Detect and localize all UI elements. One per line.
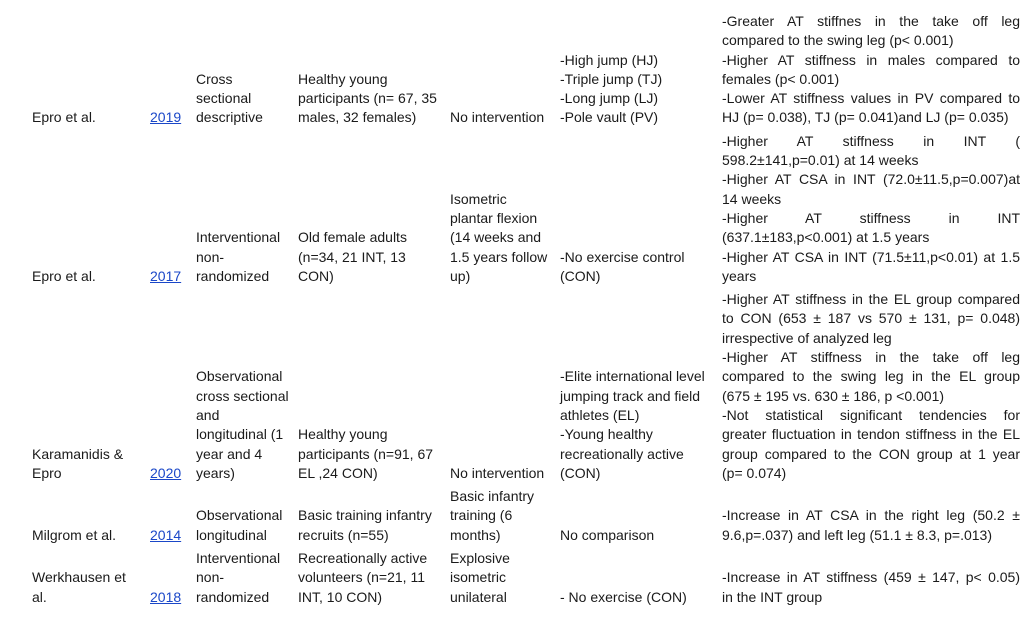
results-line: (p= 0.074)	[722, 464, 787, 481]
intervention-line: isometric	[450, 569, 507, 586]
design-line: Interventional	[196, 550, 281, 567]
results-line: -Not statistical significant tendencies for	[722, 406, 1020, 423]
results-line: -Increase in AT stiffness (459 ± 147, p< 0.05)	[722, 569, 1020, 586]
results-cell	[720, 487, 1022, 549]
intervention-cell	[448, 132, 558, 290]
author-cell	[30, 12, 148, 132]
design-line: sectional	[196, 90, 252, 107]
results-cell	[720, 290, 1022, 487]
design-line: Observational	[196, 507, 283, 524]
author-cell	[30, 132, 148, 290]
results-cell	[720, 132, 1022, 290]
results-line: in the INT group	[722, 588, 823, 605]
comparison-line: jumping track and field	[560, 387, 701, 404]
table-row	[30, 549, 1022, 611]
intervention-line: No intervention	[450, 109, 545, 126]
results-line: -Higher AT stiffness in INT	[722, 209, 1020, 226]
comparison-line: athletes (EL)	[560, 406, 640, 423]
design-line: randomized	[196, 588, 270, 605]
intervention-cell	[448, 12, 558, 132]
author-line: al.	[32, 588, 47, 605]
author-line: Karamanidis &	[32, 445, 124, 462]
results-line: HJ (p= 0.038), TJ (p= 0.041)and LJ (p= 0.035)	[722, 109, 1009, 126]
design-line: longitudinal	[196, 526, 267, 543]
results-line: -Higher AT stiffness in males compared to	[722, 51, 1020, 68]
design-line: non-	[196, 569, 225, 586]
results-line: compared to the swing leg (p< 0.001)	[722, 32, 954, 49]
participants-line: Old female adults	[298, 229, 407, 246]
comparison-line: -Elite international level	[560, 368, 705, 385]
participants-line: Healthy young	[298, 426, 388, 443]
participants-line: recruits (n=55)	[298, 526, 389, 543]
table-row	[30, 12, 1022, 132]
participants-line: CON)	[298, 267, 334, 284]
comparison-line: -Pole vault (PV)	[560, 109, 659, 126]
results-line: -Lower AT stiffness values in PV compared to	[722, 90, 1020, 107]
results-line: females (p< 0.001)	[722, 70, 840, 87]
participants-line: participants (n=91, 67	[298, 445, 434, 462]
design-line: non-	[196, 248, 225, 265]
participants-line: Healthy young	[298, 70, 388, 87]
intervention-line: up)	[450, 267, 471, 284]
comparison-line: -Triple jump (TJ)	[560, 70, 663, 87]
year-link[interactable]: 2018	[150, 588, 182, 605]
author-line: Epro et al.	[32, 267, 96, 284]
intervention-line: 1.5 years follow	[450, 248, 548, 265]
results-line: 9.6,p=.037) and left leg (51.1 ± 8.3, p=.013)	[722, 526, 992, 543]
intervention-line: Basic infantry	[450, 488, 535, 505]
design-cell	[194, 549, 296, 611]
design-line: longitudinal (1	[196, 426, 284, 443]
results-line: -Higher AT stiffness in the take off leg	[722, 349, 1020, 366]
results-line: -Greater AT stiffnes in the take off leg	[722, 13, 1020, 29]
design-line: Observational	[196, 368, 283, 385]
comparison-line: -No exercise control	[560, 248, 685, 265]
participants-cell	[296, 290, 448, 487]
year-link[interactable]: 2014	[150, 526, 182, 543]
comparison-line: -Long jump (LJ)	[560, 90, 659, 107]
participants-cell	[296, 487, 448, 549]
design-cell	[194, 487, 296, 549]
participants-cell	[296, 12, 448, 132]
comparison-cell	[558, 487, 720, 549]
author-line: Epro	[32, 464, 62, 481]
results-line: greater fluctuation in tendon stiffness in the EL	[722, 426, 1020, 443]
results-cell	[720, 549, 1022, 611]
results-line: -Increase in AT CSA in the right leg (50.2 ±	[722, 507, 1020, 524]
year-link[interactable]: 2017	[150, 267, 182, 284]
results-line: group compared to the CON group at 1 year	[722, 445, 1020, 462]
intervention-line: Explosive	[450, 550, 510, 567]
author-line: Epro et al.	[32, 109, 96, 126]
author-line: Milgrom et al.	[32, 526, 117, 543]
participants-line: INT, 10 CON)	[298, 588, 383, 605]
author-cell	[30, 290, 148, 487]
comparison-line: recreationally active	[560, 445, 684, 462]
year-cell	[148, 12, 194, 132]
intervention-cell	[448, 549, 558, 611]
comparison-line: -High jump (HJ)	[560, 51, 659, 68]
participants-cell	[296, 132, 448, 290]
comparison-line: No comparison	[560, 526, 655, 543]
year-cell	[148, 549, 194, 611]
results-line: years	[722, 267, 757, 284]
results-line: (637.1±183,p<0.001) at 1.5 years	[722, 229, 930, 246]
year-cell	[148, 290, 194, 487]
table-row	[30, 487, 1022, 549]
author-cell	[30, 487, 148, 549]
intervention-line: No intervention	[450, 464, 545, 481]
participants-line: males, 32 females)	[298, 109, 417, 126]
comparison-cell	[558, 549, 720, 611]
comparison-cell	[558, 290, 720, 487]
participants-line: EL ,24 CON)	[298, 464, 378, 481]
intervention-line: months)	[450, 526, 501, 543]
results-line: -Higher AT stiffness in INT (	[722, 132, 1020, 149]
participants-line: Basic training infantry	[298, 507, 432, 524]
participants-line: (n=34, 21 INT, 13	[298, 248, 406, 265]
design-cell	[194, 132, 296, 290]
year-cell	[148, 132, 194, 290]
design-line: years)	[196, 464, 235, 481]
comparison-line: - No exercise (CON)	[560, 588, 687, 605]
results-line: compared to the swing leg in the EL group	[722, 368, 1020, 385]
comparison-line: -Young healthy	[560, 426, 653, 443]
design-line: cross sectional	[196, 387, 289, 404]
table-row	[30, 290, 1022, 487]
design-line: randomized	[196, 267, 270, 284]
results-line: (675 ± 195 vs. 630 ± 186, p <0.001)	[722, 387, 945, 404]
results-cell	[720, 12, 1022, 132]
results-line: irrespective of analyzed leg	[722, 329, 892, 346]
comparison-line: (CON)	[560, 464, 601, 481]
results-line: -Higher AT CSA in INT (72.0±11.5,p=0.007)at	[722, 171, 1020, 188]
results-line: 14 weeks	[722, 190, 782, 207]
intervention-cell	[448, 487, 558, 549]
participants-line: participants (n= 67, 35	[298, 90, 437, 107]
participants-line: volunteers (n=21, 11	[298, 569, 425, 586]
design-line: Cross	[196, 70, 233, 87]
results-line: to CON (653 ± 187 vs 570 ± 131, p= 0.048)	[722, 310, 1020, 327]
author-cell	[30, 549, 148, 611]
intervention-line: plantar flexion	[450, 209, 538, 226]
participants-cell	[296, 549, 448, 611]
design-cell	[194, 12, 296, 132]
table-row	[30, 132, 1022, 290]
results-line: 598.2±141,p=0.01) at 14 weeks	[722, 152, 919, 169]
intervention-cell	[448, 290, 558, 487]
studies-table	[30, 12, 1022, 611]
design-line: Interventional	[196, 229, 281, 246]
intervention-line: Isometric	[450, 190, 507, 207]
comparison-cell	[558, 12, 720, 132]
year-link[interactable]: 2019	[150, 109, 182, 126]
design-line: and	[196, 406, 220, 423]
comparison-line: (CON)	[560, 267, 601, 284]
intervention-line: training (6	[450, 507, 513, 524]
year-link[interactable]: 2020	[150, 464, 182, 481]
design-line: descriptive	[196, 109, 263, 126]
intervention-line: unilateral	[450, 588, 507, 605]
design-cell	[194, 290, 296, 487]
author-line: Werkhausen et	[32, 569, 126, 586]
participants-line: Recreationally active	[298, 550, 428, 567]
year-cell	[148, 487, 194, 549]
results-line: -Higher AT stiffness in the EL group compared	[722, 291, 1020, 308]
results-line: -Higher AT CSA in INT (71.5±11,p<0.01) at 1.5	[722, 248, 1020, 265]
comparison-cell	[558, 132, 720, 290]
design-line: year and 4	[196, 445, 263, 462]
intervention-line: (14 weeks and	[450, 229, 542, 246]
